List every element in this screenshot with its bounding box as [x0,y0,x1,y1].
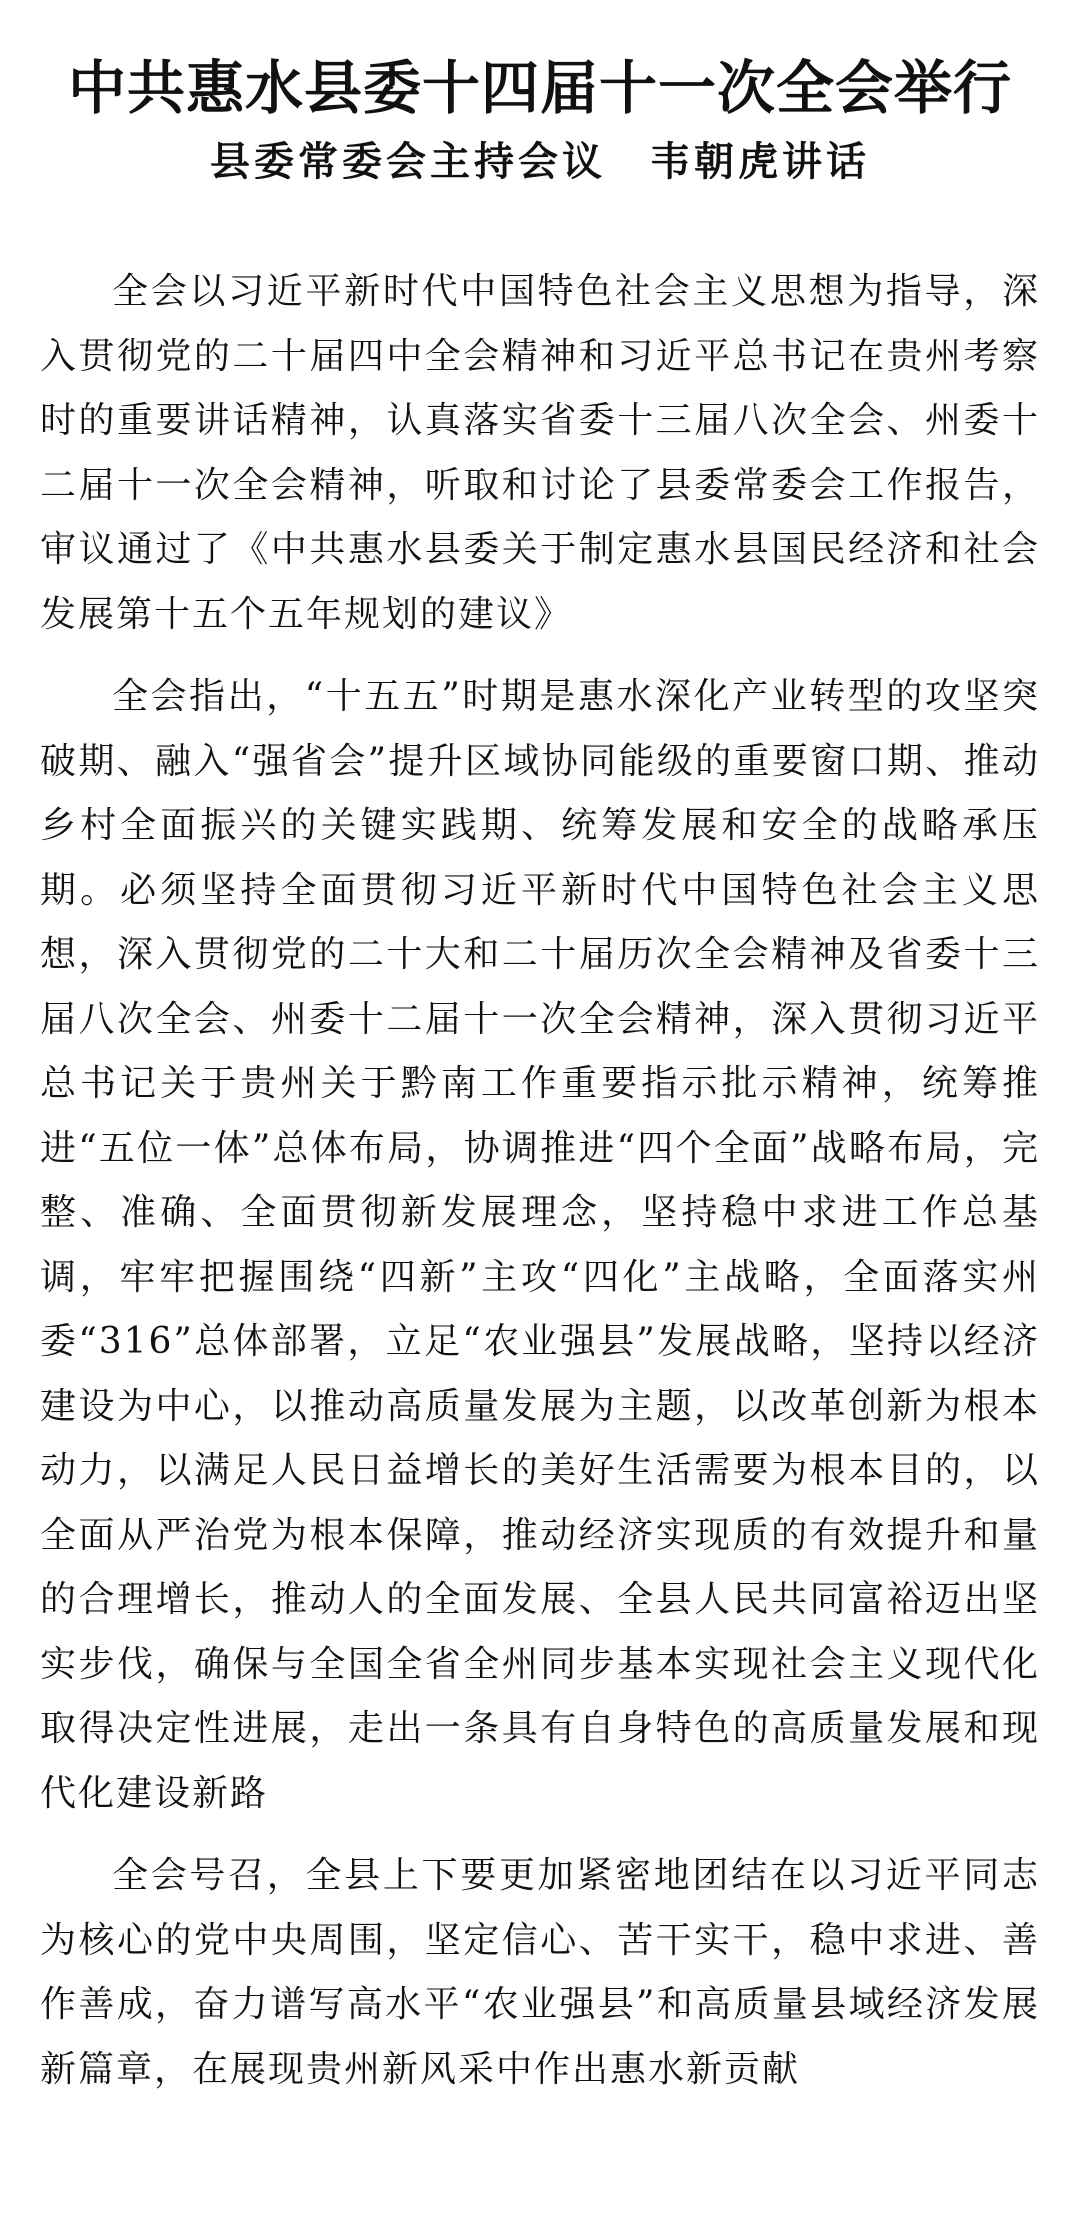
article-paragraph-2: 全会指出，“十五五”时期是惠水深化产业转型的攻坚突破期、融入“强省会”提升区域协同能级的重要窗口期、推动乡村全面振兴的关键实践期、统筹发展和安全的战略承压期。必须坚持全面贯彻习近平新时代中国特色社会主义思想，深入贯彻党的二十大和二十届历次全会精神及省委十三届八次全会、州委十二届十一次全会精神，深入贯彻习近平总书记关于贵州关于黔南工作重要指示批示精神，统筹推进“五位一体”总体布局，协调推进“四个全面”战略布局，完整、准确、全面贯彻新发展理念，坚持稳中求进工作总基调，牢牢把握围绕“四新”主攻“四化”主战略，全面落实州委“316”总体部署，立足“农业强县”发展战略，坚持以经济建设为中心，以推动高质量发展为主题，以改革创新为根本动力，以满足人民日益增长的美好生活需要为根本目的，以全面从严治党为根本保障，推动经济实现质的有效提升和量的合理增长，推动人的全面发展、全县人民共同富裕迈出坚实步伐，确保与全国全省全州同步基本实现社会主义现代化取得决定性进展，走出一条具有自身特色的高质量发展和现代化建设新路 [40,676,1040,1814]
article-title: 中共惠水县委十四届十一次全会举行 [67,54,1012,122]
article-body [40,260,1040,2102]
article-subtitle: 县委常委会主持会议 韦朝虎讲话 [210,138,870,185]
article-paragraph-1: 全会以习近平新时代中国特色社会主义思想为指导，深入贯彻党的二十届四中全会精神和习近平总书记在贵州考察时的重要讲话精神，认真落实省委十三届八次全会、州委十二届十一次全会精神，听取和讨论了县委常委会工作报告，审议通过了《中共惠水县委关于制定惠水县国民经济和社会发展第十五个五年规划的建议》 [40,271,1040,635]
article-paragraph-3: 全会号召，全县上下要更加紧密地团结在以习近平同志为核心的党中央周围，坚定信心、苦干实干，稳中求进、善作善成，奋力谱写高水平“农业强县”和高质量县域经济发展新篇章，在展现贵州新风采中作出惠水新贡献 [40,1855,1040,2090]
